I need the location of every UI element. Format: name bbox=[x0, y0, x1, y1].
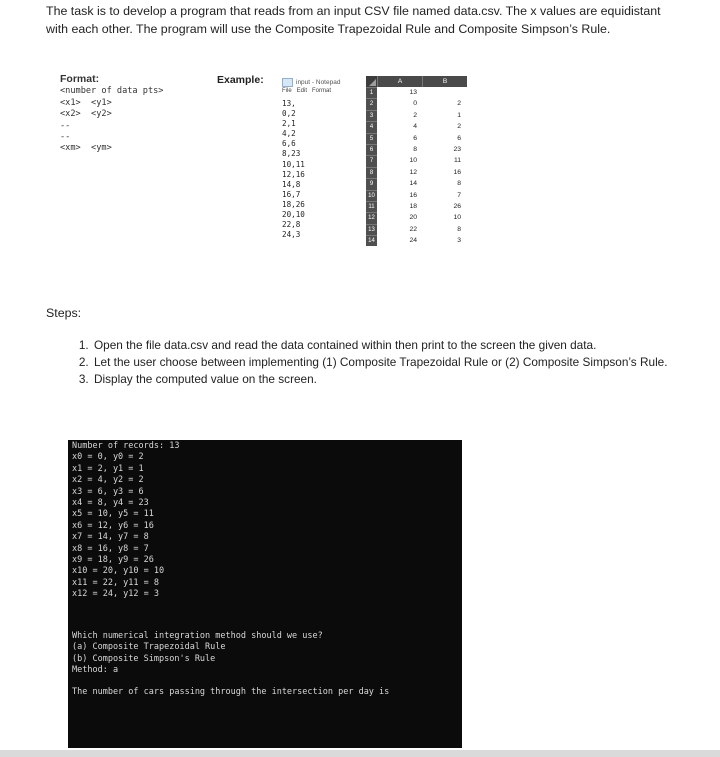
row-number[interactable]: 3 bbox=[366, 110, 377, 121]
cell-a[interactable]: 16 bbox=[409, 191, 417, 199]
cell-b[interactable] bbox=[421, 87, 465, 98]
notepad-content bbox=[282, 99, 362, 240]
column-header-a[interactable]: A bbox=[377, 76, 422, 87]
notepad-line: 8,23 bbox=[282, 149, 301, 159]
row-number[interactable]: 13 bbox=[366, 224, 377, 235]
cell-b[interactable]: 26 bbox=[453, 202, 461, 210]
format-title: Format: bbox=[60, 73, 100, 85]
notepad-line: 6,6 bbox=[282, 139, 296, 149]
notepad-window bbox=[282, 76, 362, 276]
spreadsheet-row bbox=[366, 110, 467, 121]
cell-b[interactable]: 2 bbox=[457, 123, 461, 131]
notepad-line: 4,2 bbox=[282, 129, 296, 139]
cell-a[interactable]: 2 bbox=[413, 111, 417, 119]
spreadsheet-row bbox=[366, 224, 467, 235]
row-number[interactable]: 7 bbox=[366, 155, 377, 166]
spreadsheet-row bbox=[366, 235, 467, 246]
console-output bbox=[68, 440, 462, 748]
format-block bbox=[60, 74, 163, 155]
cell-b[interactable]: 3 bbox=[457, 237, 461, 245]
cell-b[interactable]: 2 bbox=[457, 100, 461, 108]
format-line: <x2> <y2> bbox=[60, 109, 112, 120]
cell-a[interactable]: 14 bbox=[409, 180, 417, 188]
console-line: (a) Composite Trapezoidal Rule bbox=[72, 642, 226, 653]
row-number[interactable]: 5 bbox=[366, 133, 377, 144]
console-data-lines bbox=[72, 441, 458, 601]
column-header-b[interactable]: B bbox=[422, 76, 467, 87]
intro-text: The task is to develop a program that reads from an input CSV file named data.csv. The x values are equidistant with each other. The program will use the Composite Trapezoidal Rule and Composite Simpson’s Rule. bbox=[46, 4, 661, 36]
console-line: (b) Composite Simpson's Rule bbox=[72, 653, 216, 664]
notepad-line: 10,11 bbox=[282, 159, 305, 169]
cell-b[interactable]: 6 bbox=[457, 134, 461, 142]
cell-b[interactable]: 10 bbox=[453, 214, 461, 222]
cell-a[interactable]: 0 bbox=[413, 100, 417, 108]
notepad-line: 18,26 bbox=[282, 199, 305, 209]
spreadsheet-row bbox=[366, 212, 467, 223]
cell-b[interactable]: 7 bbox=[457, 191, 461, 199]
row-number[interactable]: 14 bbox=[366, 235, 377, 246]
notepad-line: 13, bbox=[282, 99, 296, 108]
console-prompt-lines bbox=[72, 631, 458, 677]
console-line: x11 = 22, y11 = 8 bbox=[72, 577, 159, 588]
cell-a[interactable]: 8 bbox=[413, 145, 417, 153]
cell-a[interactable]: 4 bbox=[413, 123, 417, 131]
row-number[interactable]: 2 bbox=[366, 98, 377, 109]
spreadsheet-header bbox=[366, 76, 467, 87]
console-line: x10 = 20, y10 = 10 bbox=[72, 566, 165, 577]
cell-b[interactable]: 8 bbox=[457, 225, 461, 233]
cell-b[interactable]: 11 bbox=[453, 157, 461, 165]
row-number[interactable]: 10 bbox=[366, 190, 377, 201]
notepad-line: 20,10 bbox=[282, 210, 305, 220]
console-line: Number of records: 13 bbox=[72, 441, 180, 451]
menu-edit[interactable]: Edit bbox=[296, 88, 308, 94]
cell-a[interactable]: 20 bbox=[409, 214, 417, 222]
spreadsheet-row bbox=[366, 121, 467, 132]
console-line: Which numerical integration method should we use? bbox=[72, 630, 323, 641]
select-all-corner[interactable] bbox=[366, 76, 377, 87]
console-spacer bbox=[72, 601, 458, 631]
cell-a[interactable]: 10 bbox=[409, 157, 417, 165]
step-item: 2. Let the user choose between implementing (1) Composite Trapezoidal Rule or (2) Composite Simpson’s Rule. bbox=[92, 354, 692, 371]
cell-a[interactable]: 13 bbox=[409, 89, 417, 96]
notepad-line: 16,7 bbox=[282, 189, 301, 199]
notepad-line: 22,8 bbox=[282, 220, 301, 230]
row-number[interactable]: 12 bbox=[366, 212, 377, 223]
horizontal-scrollbar[interactable] bbox=[0, 750, 720, 757]
cell-a[interactable]: 6 bbox=[413, 134, 417, 142]
spreadsheet-row bbox=[366, 167, 467, 178]
cell-b[interactable]: 1 bbox=[457, 111, 461, 119]
notepad-line: 0,2 bbox=[282, 109, 296, 119]
notepad-icon bbox=[282, 78, 293, 87]
notepad-menubar bbox=[282, 88, 362, 98]
console-result-line: The number of cars passing through the intersection per day is bbox=[72, 687, 390, 698]
steps-label: Steps: bbox=[46, 306, 82, 320]
row-number[interactable]: 6 bbox=[366, 144, 377, 155]
format-line: <x1> <y1> bbox=[60, 97, 112, 108]
console-line: x12 = 24, y12 = 3 bbox=[72, 589, 159, 600]
cell-a[interactable]: 18 bbox=[409, 202, 417, 210]
format-line: -- bbox=[60, 120, 71, 131]
notepad-line: 12,16 bbox=[282, 169, 305, 179]
menu-format[interactable]: Format bbox=[312, 88, 332, 94]
row-number[interactable]: 11 bbox=[366, 201, 377, 212]
console-line: x2 = 4, y2 = 2 bbox=[72, 475, 144, 486]
spreadsheet-row bbox=[366, 201, 467, 212]
spreadsheet-row bbox=[366, 155, 467, 166]
spreadsheet-row bbox=[366, 190, 467, 201]
console-line: Method: a bbox=[72, 664, 119, 675]
console-line: x3 = 6, y3 = 6 bbox=[72, 486, 144, 497]
cell-b[interactable]: 23 bbox=[453, 145, 461, 153]
cell-a[interactable]: 12 bbox=[409, 168, 417, 176]
notepad-line: 2,1 bbox=[282, 119, 296, 129]
spreadsheet bbox=[366, 76, 467, 246]
console-line: x1 = 2, y1 = 1 bbox=[72, 463, 144, 474]
notepad-titlebar bbox=[282, 76, 362, 88]
spreadsheet-row bbox=[366, 98, 467, 109]
notepad-line: 24,3 bbox=[282, 230, 301, 240]
cell-a[interactable]: 22 bbox=[409, 225, 417, 233]
format-line: <number of data pts> bbox=[60, 86, 164, 97]
notepad-title: input - Notepad bbox=[296, 78, 341, 86]
console-line: x8 = 16, y8 = 7 bbox=[72, 543, 149, 554]
format-line: <xm> <ym> bbox=[60, 143, 112, 154]
example-label: Example: bbox=[217, 74, 264, 86]
cell-b[interactable]: 8 bbox=[457, 180, 461, 188]
menu-file[interactable]: File bbox=[282, 88, 292, 94]
notepad-line: 14,8 bbox=[282, 179, 301, 189]
console-spacer bbox=[72, 676, 458, 687]
spreadsheet-row bbox=[366, 144, 467, 155]
format-line: -- bbox=[60, 132, 71, 143]
spreadsheet-rows bbox=[366, 87, 467, 246]
step-item: 1. Open the file data.csv and read the data contained within then print to the screen the given data. bbox=[92, 337, 692, 354]
row-number[interactable]: 1 bbox=[366, 87, 377, 98]
console-line: x9 = 18, y9 = 26 bbox=[72, 555, 154, 566]
console-line: x7 = 14, y7 = 8 bbox=[72, 532, 149, 543]
spreadsheet-row bbox=[366, 87, 467, 98]
steps-list bbox=[72, 337, 692, 388]
row-number[interactable]: 4 bbox=[366, 121, 377, 132]
cell-a[interactable]: 24 bbox=[409, 237, 417, 245]
step-item: 3. Display the computed value on the screen. bbox=[92, 371, 692, 388]
console-line: x0 = 0, y0 = 2 bbox=[72, 452, 144, 463]
console-line: x6 = 12, y6 = 16 bbox=[72, 520, 154, 531]
cell-b[interactable]: 16 bbox=[453, 168, 461, 176]
spreadsheet-row bbox=[366, 178, 467, 189]
console-line: x4 = 8, y4 = 23 bbox=[72, 498, 149, 509]
task-intro bbox=[46, 3, 686, 38]
row-number[interactable]: 8 bbox=[366, 167, 377, 178]
console-line: x5 = 10, y5 = 11 bbox=[72, 509, 154, 520]
spreadsheet-row bbox=[366, 133, 467, 144]
row-number[interactable]: 9 bbox=[366, 178, 377, 189]
